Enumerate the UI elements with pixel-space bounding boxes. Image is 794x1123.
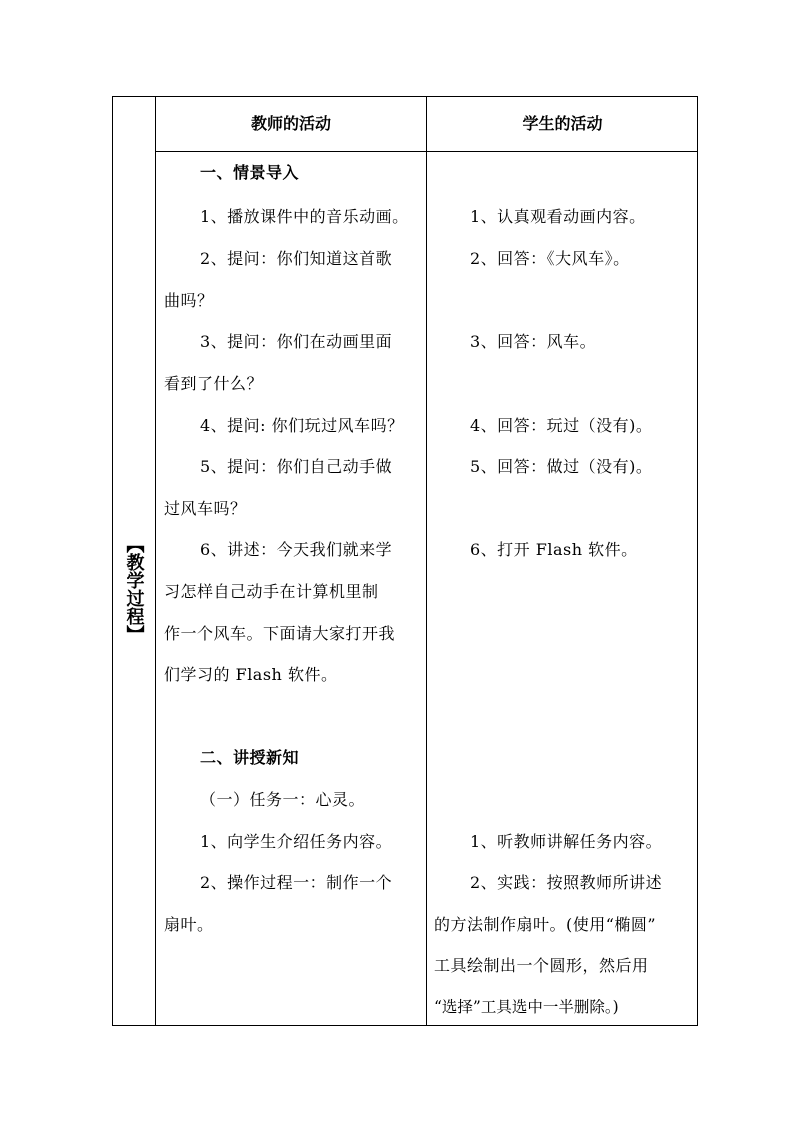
student-line: 1、听教师讲解任务内容。 — [470, 832, 663, 851]
student-line: 3、回答：风车。 — [470, 332, 597, 351]
teacher-line: 看到了什么？ — [164, 374, 264, 393]
student-line: “选择”工具选中一半删除。) — [434, 998, 619, 1016]
section-heading: 一、情景导入 — [200, 163, 300, 182]
lesson-table — [112, 96, 698, 1026]
teacher-line: 过风车吗？ — [164, 499, 247, 518]
student-line: 工具绘制出一个圆形，然后用 — [434, 956, 649, 975]
student-line: 2、实践：按照教师所讲述 — [470, 873, 663, 892]
teacher-line: 们学习的 Flash 软件。 — [164, 665, 338, 684]
student-line: 4、回答：玩过（没有)。 — [470, 416, 653, 435]
teacher-line: 2、提问：你们知道这首歌 — [200, 249, 393, 268]
side-label: 【教学过程】 — [123, 535, 145, 643]
student-line: 2、回答：《大风车》。 — [470, 249, 630, 268]
student-line: 5、回答：做过（没有)。 — [470, 457, 653, 476]
teacher-line: 扇叶。 — [164, 915, 214, 934]
student-line: 1、认真观看动画内容。 — [470, 207, 646, 226]
teacher-column-header: 教师的活动 — [250, 114, 331, 133]
column-divider — [155, 96, 156, 1026]
student-line: 6、打开 Flash 软件。 — [470, 540, 638, 559]
teacher-line: 1、向学生介绍任务内容。 — [200, 832, 393, 851]
column-divider — [426, 96, 427, 1026]
student-column-header: 学生的活动 — [522, 114, 603, 133]
side-label-cell — [112, 152, 155, 1026]
section-heading: 二、讲授新知 — [200, 748, 300, 767]
teacher-line: （一）任务一：心灵。 — [200, 790, 366, 809]
teacher-line: 作一个风车。下面请大家打开我 — [164, 624, 396, 643]
teacher-line: 3、提问：你们在动画里面 — [200, 332, 393, 351]
student-line: 的方法制作扇叶。(使用“椭圆” — [434, 915, 657, 934]
teacher-line: 5、提问：你们自己动手做 — [200, 457, 393, 476]
header-divider — [155, 151, 698, 152]
teacher-line: 2、操作过程一：制作一个 — [200, 873, 393, 892]
teacher-line: 6、讲述：今天我们就来学 — [200, 540, 393, 559]
teacher-line: 曲吗？ — [164, 291, 214, 310]
teacher-line: 习怎样自己动手在计算机里制 — [164, 582, 379, 601]
teacher-line: 1、播放课件中的音乐动画。 — [200, 207, 409, 226]
teacher-line: 4、提问: 你们玩过风车吗？ — [200, 416, 404, 435]
